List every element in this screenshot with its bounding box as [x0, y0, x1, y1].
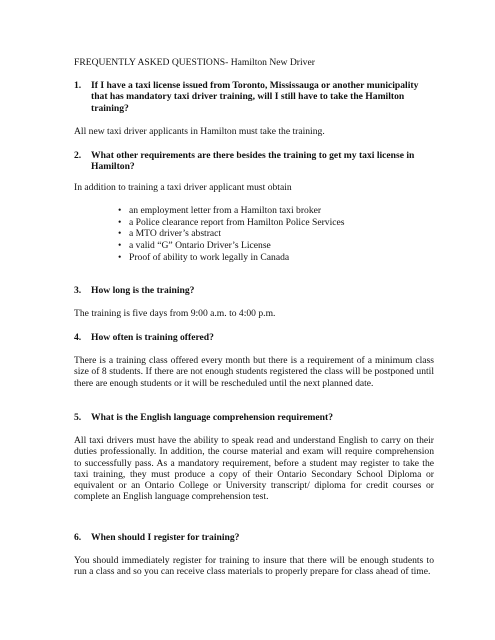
question-number: 6. [74, 532, 82, 543]
question-text: How often is training offered? [91, 332, 214, 343]
faq-question-1 [74, 80, 434, 114]
question-text: When should I register for training? [91, 532, 240, 543]
bullet-icon: • [118, 205, 122, 216]
question-number: 1. [74, 80, 82, 91]
faq-answer-3: The training is five days from 9:00 a.m. to 4:00 p.m. [74, 308, 276, 319]
faq-answer-2: In addition to training a taxi driver applicant must obtain [74, 182, 292, 193]
bullet-icon: • [118, 240, 122, 252]
faq-question-3 [74, 285, 434, 296]
question-number: 2. [74, 150, 82, 161]
faq-answer-1: All new taxi driver applicants in Hamilton must take the training. [74, 126, 325, 137]
faq-question-4 [74, 332, 434, 343]
bullet-icon: • [118, 228, 122, 240]
page-title: FREQUENTLY ASKED QUESTIONS- Hamilton New Driver [74, 57, 315, 68]
list-item: • an employment letter from a Hamilton taxi broker [118, 205, 322, 216]
faq-answer-4: There is a training class offered every month but there is a requirement of a minimum class size of 8 students. If there are not enough students registered the class will be postponed until there are enough students or it will be rescheduled until the next planned date. [74, 355, 434, 389]
list-item: • a valid “G” Ontario Driver’s License [118, 240, 271, 252]
question-text: What other requirements are there besides the training to get my taxi license in Hamilton? [91, 150, 415, 173]
question-number: 4. [74, 332, 82, 343]
faq-question-2 [74, 150, 434, 173]
question-number: 3. [74, 285, 82, 296]
list-item: • a Police clearance report from Hamilton Police Services [118, 216, 345, 228]
faq-answer-6: You should immediately register for training to insure that there will be enough students to run a class and so you can receive class materials to properly prepare for class ahead of time. [74, 555, 434, 578]
requirements-list [118, 205, 418, 263]
question-text: What is the English language comprehension requirement? [91, 412, 333, 423]
question-number: 5. [74, 412, 82, 423]
faq-question-6 [74, 532, 434, 543]
list-item: • a MTO driver’s abstract [118, 228, 222, 240]
question-text: If I have a taxi license issued from Toronto, Mississauga or another municipality that has mandatory taxi driver training, will I still have to take the Hamilton training? [91, 80, 419, 114]
bullet-icon: • [118, 216, 122, 228]
bullet-icon: • [118, 251, 122, 263]
question-text: How long is the training? [91, 285, 195, 296]
faq-answer-5: All taxi drivers must have the ability to speak read and understand English to carry on their duties professionally. In addition, the course material and exam will require comprehension to successfully pass. As a mandatory requirement, before a student may register to take the taxi training, they must produce a copy of their Ontario Secondary School Diploma or equivalent or an Ontario College or University transcript/ diploma for credit courses or complete an English language comprehension test. [74, 435, 434, 503]
list-item: • Proof of ability to work legally in Canada [118, 251, 290, 263]
faq-question-5 [74, 412, 434, 423]
